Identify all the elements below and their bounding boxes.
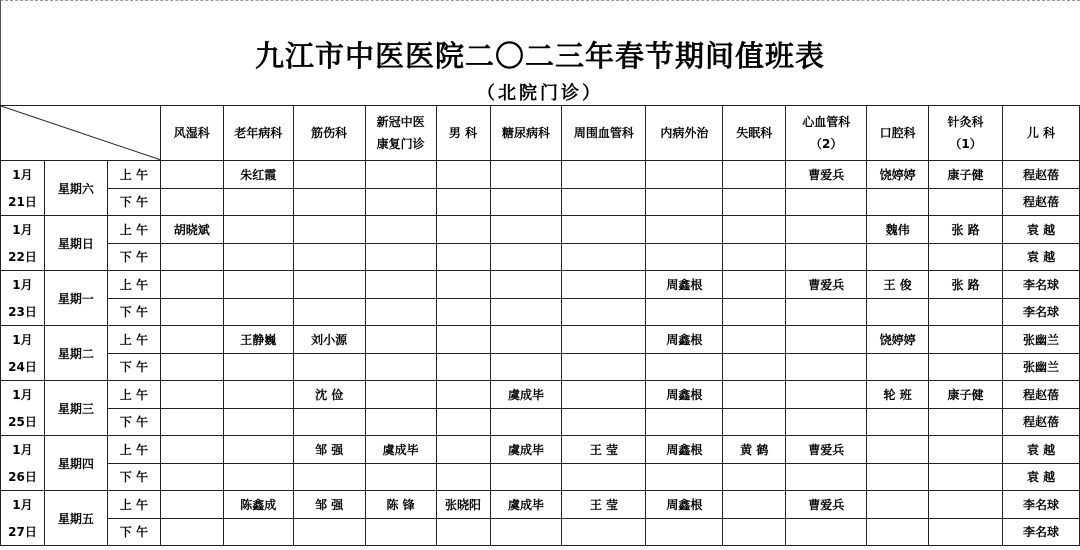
duty-cell [223,188,293,216]
duty-cell [436,353,490,381]
weekday-cell: 星期五 [44,491,107,546]
duty-cell [929,326,1003,354]
duty-cell [436,436,490,464]
roster-row-am [1,436,1080,464]
am-label-cell: 上 午 [107,326,160,354]
duty-cell: 李名球 [1003,271,1080,299]
duty-cell: 黄 鹤 [723,436,786,464]
dept-header-line: 内病外治 [660,126,709,140]
duty-cell [160,491,223,519]
duty-cell [723,491,786,519]
duty-cell [223,243,293,271]
duty-cell [160,298,223,326]
duty-cell: 魏伟 [867,216,929,244]
duty-cell [293,463,365,491]
duty-cell [223,216,293,244]
duty-cell [723,298,786,326]
duty-cell [490,463,562,491]
duty-cell [365,463,436,491]
duty-cell [160,326,223,354]
duty-cell [293,216,365,244]
month-cell: 1月 [1,216,45,244]
duty-cell [646,518,723,546]
dept-header-line: 周围血管科 [573,126,634,140]
day-cell: 26日 [1,463,45,491]
day-cell: 21日 [1,188,45,216]
duty-cell [723,243,786,271]
duty-cell [436,188,490,216]
page-subtitle: （北院门诊） [477,83,603,104]
day-cell: 27日 [1,518,45,546]
roster-row-pm [1,463,1080,491]
page-title: 九江市中医医院二〇二三年春节期间值班表 [254,39,825,73]
dept-header-line: 筋伤科 [311,126,348,140]
duty-cell [929,243,1003,271]
duty-cell [365,326,436,354]
duty-cell [160,463,223,491]
header-corner-cell [1,106,161,161]
am-label-cell: 上 午 [107,436,160,464]
dept-header-line: 新冠中医 [376,115,425,129]
duty-cell: 邹 强 [293,491,365,519]
duty-cell [562,188,646,216]
duty-cell [365,161,436,189]
duty-cell: 康子健 [929,161,1003,189]
duty-cell [723,216,786,244]
duty-cell [867,188,929,216]
duty-cell [223,408,293,436]
duty-cell [786,518,867,546]
duty-cell: 周鑫根 [646,326,723,354]
am-label-cell: 上 午 [107,491,160,519]
duty-cell [867,298,929,326]
month-cell: 1月 [1,326,45,354]
duty-cell [786,408,867,436]
pm-label-cell: 下 午 [107,353,160,381]
pm-label-cell: 下 午 [107,463,160,491]
roster-row-am [1,216,1080,244]
sheet-top-border [0,0,1080,2]
dept-header-line: 男 科 [448,126,478,140]
duty-cell [365,353,436,381]
duty-cell: 程赵蓓 [1003,408,1080,436]
duty-cell: 虞成毕 [365,436,436,464]
duty-cell [223,463,293,491]
duty-cell [562,298,646,326]
dept-header-line: 糖尿病科 [501,126,550,140]
duty-cell [365,216,436,244]
duty-cell [223,271,293,299]
weekday-cell: 星期四 [44,436,107,491]
duty-cell: 张 路 [929,271,1003,299]
dept-header-line: 老年病科 [234,126,283,140]
duty-cell: 程赵蓓 [1003,161,1080,189]
duty-cell [562,518,646,546]
dept-header-line: 心血管科 [802,115,851,129]
roster-row-pm [1,408,1080,436]
duty-cell [562,161,646,189]
duty-cell [160,243,223,271]
dept-header-2 [293,106,365,161]
duty-cell: 虞成毕 [490,491,562,519]
duty-cell [786,188,867,216]
dept-header-6 [562,106,646,161]
dept-header-10 [867,106,929,161]
duty-cell [293,161,365,189]
duty-cell [646,243,723,271]
day-cell: 23日 [1,298,45,326]
duty-cell [223,436,293,464]
duty-cell [786,353,867,381]
duty-cell [929,298,1003,326]
am-label-cell: 上 午 [107,381,160,409]
duty-cell [365,381,436,409]
dept-header-line: 儿 科 [1026,126,1056,140]
duty-cell [490,216,562,244]
duty-cell [365,188,436,216]
duty-cell [160,271,223,299]
duty-cell [867,353,929,381]
duty-cell: 沈 俭 [293,381,365,409]
duty-cell: 曹爱兵 [786,436,867,464]
duty-cell [723,518,786,546]
corner-diagonal-line [1,106,160,160]
duty-cell [490,298,562,326]
weekday-cell: 星期六 [44,161,107,216]
duty-cell [490,353,562,381]
duty-cell [786,298,867,326]
duty-cell: 张晓阳 [436,491,490,519]
duty-cell [436,463,490,491]
duty-cell [490,243,562,271]
duty-cell: 程赵蓓 [1003,381,1080,409]
weekday-cell: 星期一 [44,271,107,326]
month-cell: 1月 [1,491,45,519]
duty-cell: 曹爱兵 [786,491,867,519]
duty-cell [723,188,786,216]
duty-cell: 张 路 [929,216,1003,244]
weekday-cell: 星期二 [44,326,107,381]
dept-header-9 [786,106,867,161]
day-cell: 24日 [1,353,45,381]
duty-cell [223,298,293,326]
duty-cell: 袁 越 [1003,243,1080,271]
duty-cell: 曹爱兵 [786,271,867,299]
duty-cell [562,463,646,491]
day-cell: 22日 [1,243,45,271]
duty-cell [562,216,646,244]
dept-header-line: 康复门诊 [376,137,425,151]
duty-cell [646,408,723,436]
duty-cell [929,408,1003,436]
month-cell: 1月 [1,161,45,189]
duty-cell: 饶婷婷 [867,161,929,189]
duty-cell: 邹 强 [293,436,365,464]
duty-cell [786,216,867,244]
roster-row-pm [1,243,1080,271]
duty-cell: 王 莹 [562,491,646,519]
duty-cell [646,216,723,244]
duty-cell: 朱红霞 [223,161,293,189]
duty-cell: 周鑫根 [646,271,723,299]
duty-cell: 王 莹 [562,436,646,464]
duty-cell [723,381,786,409]
duty-cell [867,436,929,464]
duty-cell: 袁 越 [1003,216,1080,244]
pm-label-cell: 下 午 [107,298,160,326]
duty-cell [867,463,929,491]
month-cell: 1月 [1,271,45,299]
roster-row-pm [1,518,1080,546]
duty-cell [490,326,562,354]
duty-cell [223,381,293,409]
roster-row-am [1,381,1080,409]
duty-cell: 曹爱兵 [786,161,867,189]
duty-cell [786,243,867,271]
duty-cell [160,381,223,409]
duty-cell [436,271,490,299]
duty-cell: 张幽兰 [1003,353,1080,381]
duty-cell: 虞成毕 [490,381,562,409]
duty-cell [786,326,867,354]
roster-row-am [1,271,1080,299]
dept-header-line: 风湿科 [173,126,210,140]
duty-cell [490,408,562,436]
dept-header-5 [490,106,562,161]
roster-row-am [1,491,1080,519]
duty-cell [562,243,646,271]
duty-cell [723,326,786,354]
duty-cell [436,518,490,546]
duty-cell: 虞成毕 [490,436,562,464]
duty-cell [365,408,436,436]
duty-cell: 袁 越 [1003,463,1080,491]
dept-header-4 [436,106,490,161]
duty-cell: 轮 班 [867,381,929,409]
duty-cell [293,188,365,216]
duty-cell [786,381,867,409]
roster-row-am [1,161,1080,189]
duty-cell [723,353,786,381]
duty-cell: 陈 锋 [365,491,436,519]
duty-cell [786,463,867,491]
duty-cell [929,353,1003,381]
duty-cell [223,518,293,546]
duty-cell [436,161,490,189]
am-label-cell: 上 午 [107,271,160,299]
duty-cell: 康子健 [929,381,1003,409]
duty-cell [929,491,1003,519]
pm-label-cell: 下 午 [107,188,160,216]
duty-cell: 张幽兰 [1003,326,1080,354]
duty-cell: 李名球 [1003,518,1080,546]
duty-cell: 王 俊 [867,271,929,299]
duty-cell [436,243,490,271]
duty-cell [723,463,786,491]
duty-cell: 周鑫根 [646,491,723,519]
duty-cell [436,298,490,326]
duty-cell [490,271,562,299]
duty-cell [223,353,293,381]
duty-cell [436,216,490,244]
duty-cell [723,408,786,436]
dept-header-line: （1） [949,137,982,151]
duty-cell [929,518,1003,546]
dept-header-3 [365,106,436,161]
dept-header-line: 口腔科 [879,126,916,140]
duty-cell [867,243,929,271]
weekday-cell: 星期三 [44,381,107,436]
am-label-cell: 上 午 [107,216,160,244]
duty-cell [646,298,723,326]
duty-cell: 袁 越 [1003,436,1080,464]
duty-cell [160,161,223,189]
dept-header-line: （2） [810,137,843,151]
duty-cell [867,518,929,546]
month-cell: 1月 [1,381,45,409]
duty-cell [562,326,646,354]
roster-row-pm [1,298,1080,326]
duty-cell: 王静巍 [223,326,293,354]
duty-cell [562,271,646,299]
pm-label-cell: 下 午 [107,518,160,546]
duty-cell [867,491,929,519]
duty-cell [646,161,723,189]
duty-cell: 周鑫根 [646,381,723,409]
duty-cell [490,188,562,216]
duty-cell [436,326,490,354]
duty-cell [646,188,723,216]
duty-cell: 李名球 [1003,298,1080,326]
duty-table-body [1,106,1080,546]
am-label-cell: 上 午 [107,161,160,189]
duty-cell: 胡晓斌 [160,216,223,244]
duty-cell [293,353,365,381]
duty-cell [490,518,562,546]
roster-row-pm [1,353,1080,381]
duty-cell [646,463,723,491]
roster-row-pm [1,188,1080,216]
duty-cell [160,353,223,381]
duty-cell [160,436,223,464]
duty-cell: 陈鑫成 [223,491,293,519]
dept-header-line: 失眠科 [736,126,773,140]
dept-header-11 [929,106,1003,161]
duty-cell [723,161,786,189]
duty-cell [160,408,223,436]
duty-cell [293,271,365,299]
pm-label-cell: 下 午 [107,243,160,271]
header-row [1,106,1080,161]
duty-cell: 李名球 [1003,491,1080,519]
duty-cell [160,518,223,546]
weekday-cell: 星期日 [44,216,107,271]
duty-cell [365,298,436,326]
dept-header-7 [646,106,723,161]
month-cell: 1月 [1,436,45,464]
duty-cell [562,353,646,381]
duty-cell [293,408,365,436]
duty-cell [436,381,490,409]
dept-header-8 [723,106,786,161]
day-cell: 25日 [1,408,45,436]
duty-cell [365,518,436,546]
duty-cell [160,188,223,216]
duty-cell [490,161,562,189]
dept-header-1 [223,106,293,161]
duty-cell [929,463,1003,491]
duty-cell [293,243,365,271]
roster-row-am [1,326,1080,354]
duty-cell [365,243,436,271]
duty-cell [365,271,436,299]
pm-label-cell: 下 午 [107,408,160,436]
duty-cell [723,271,786,299]
duty-cell [929,436,1003,464]
duty-cell [929,188,1003,216]
duty-cell [562,381,646,409]
duty-cell [293,298,365,326]
duty-cell [867,408,929,436]
duty-cell [562,408,646,436]
dept-header-0 [160,106,223,161]
dept-header-12 [1003,106,1080,161]
duty-cell [436,408,490,436]
duty-cell: 周鑫根 [646,436,723,464]
duty-cell: 程赵蓓 [1003,188,1080,216]
duty-table [0,105,1080,546]
dept-header-line: 针灸科 [947,115,984,129]
duty-cell [646,353,723,381]
duty-cell [293,518,365,546]
duty-cell: 刘小源 [293,326,365,354]
duty-cell: 饶婷婷 [867,326,929,354]
